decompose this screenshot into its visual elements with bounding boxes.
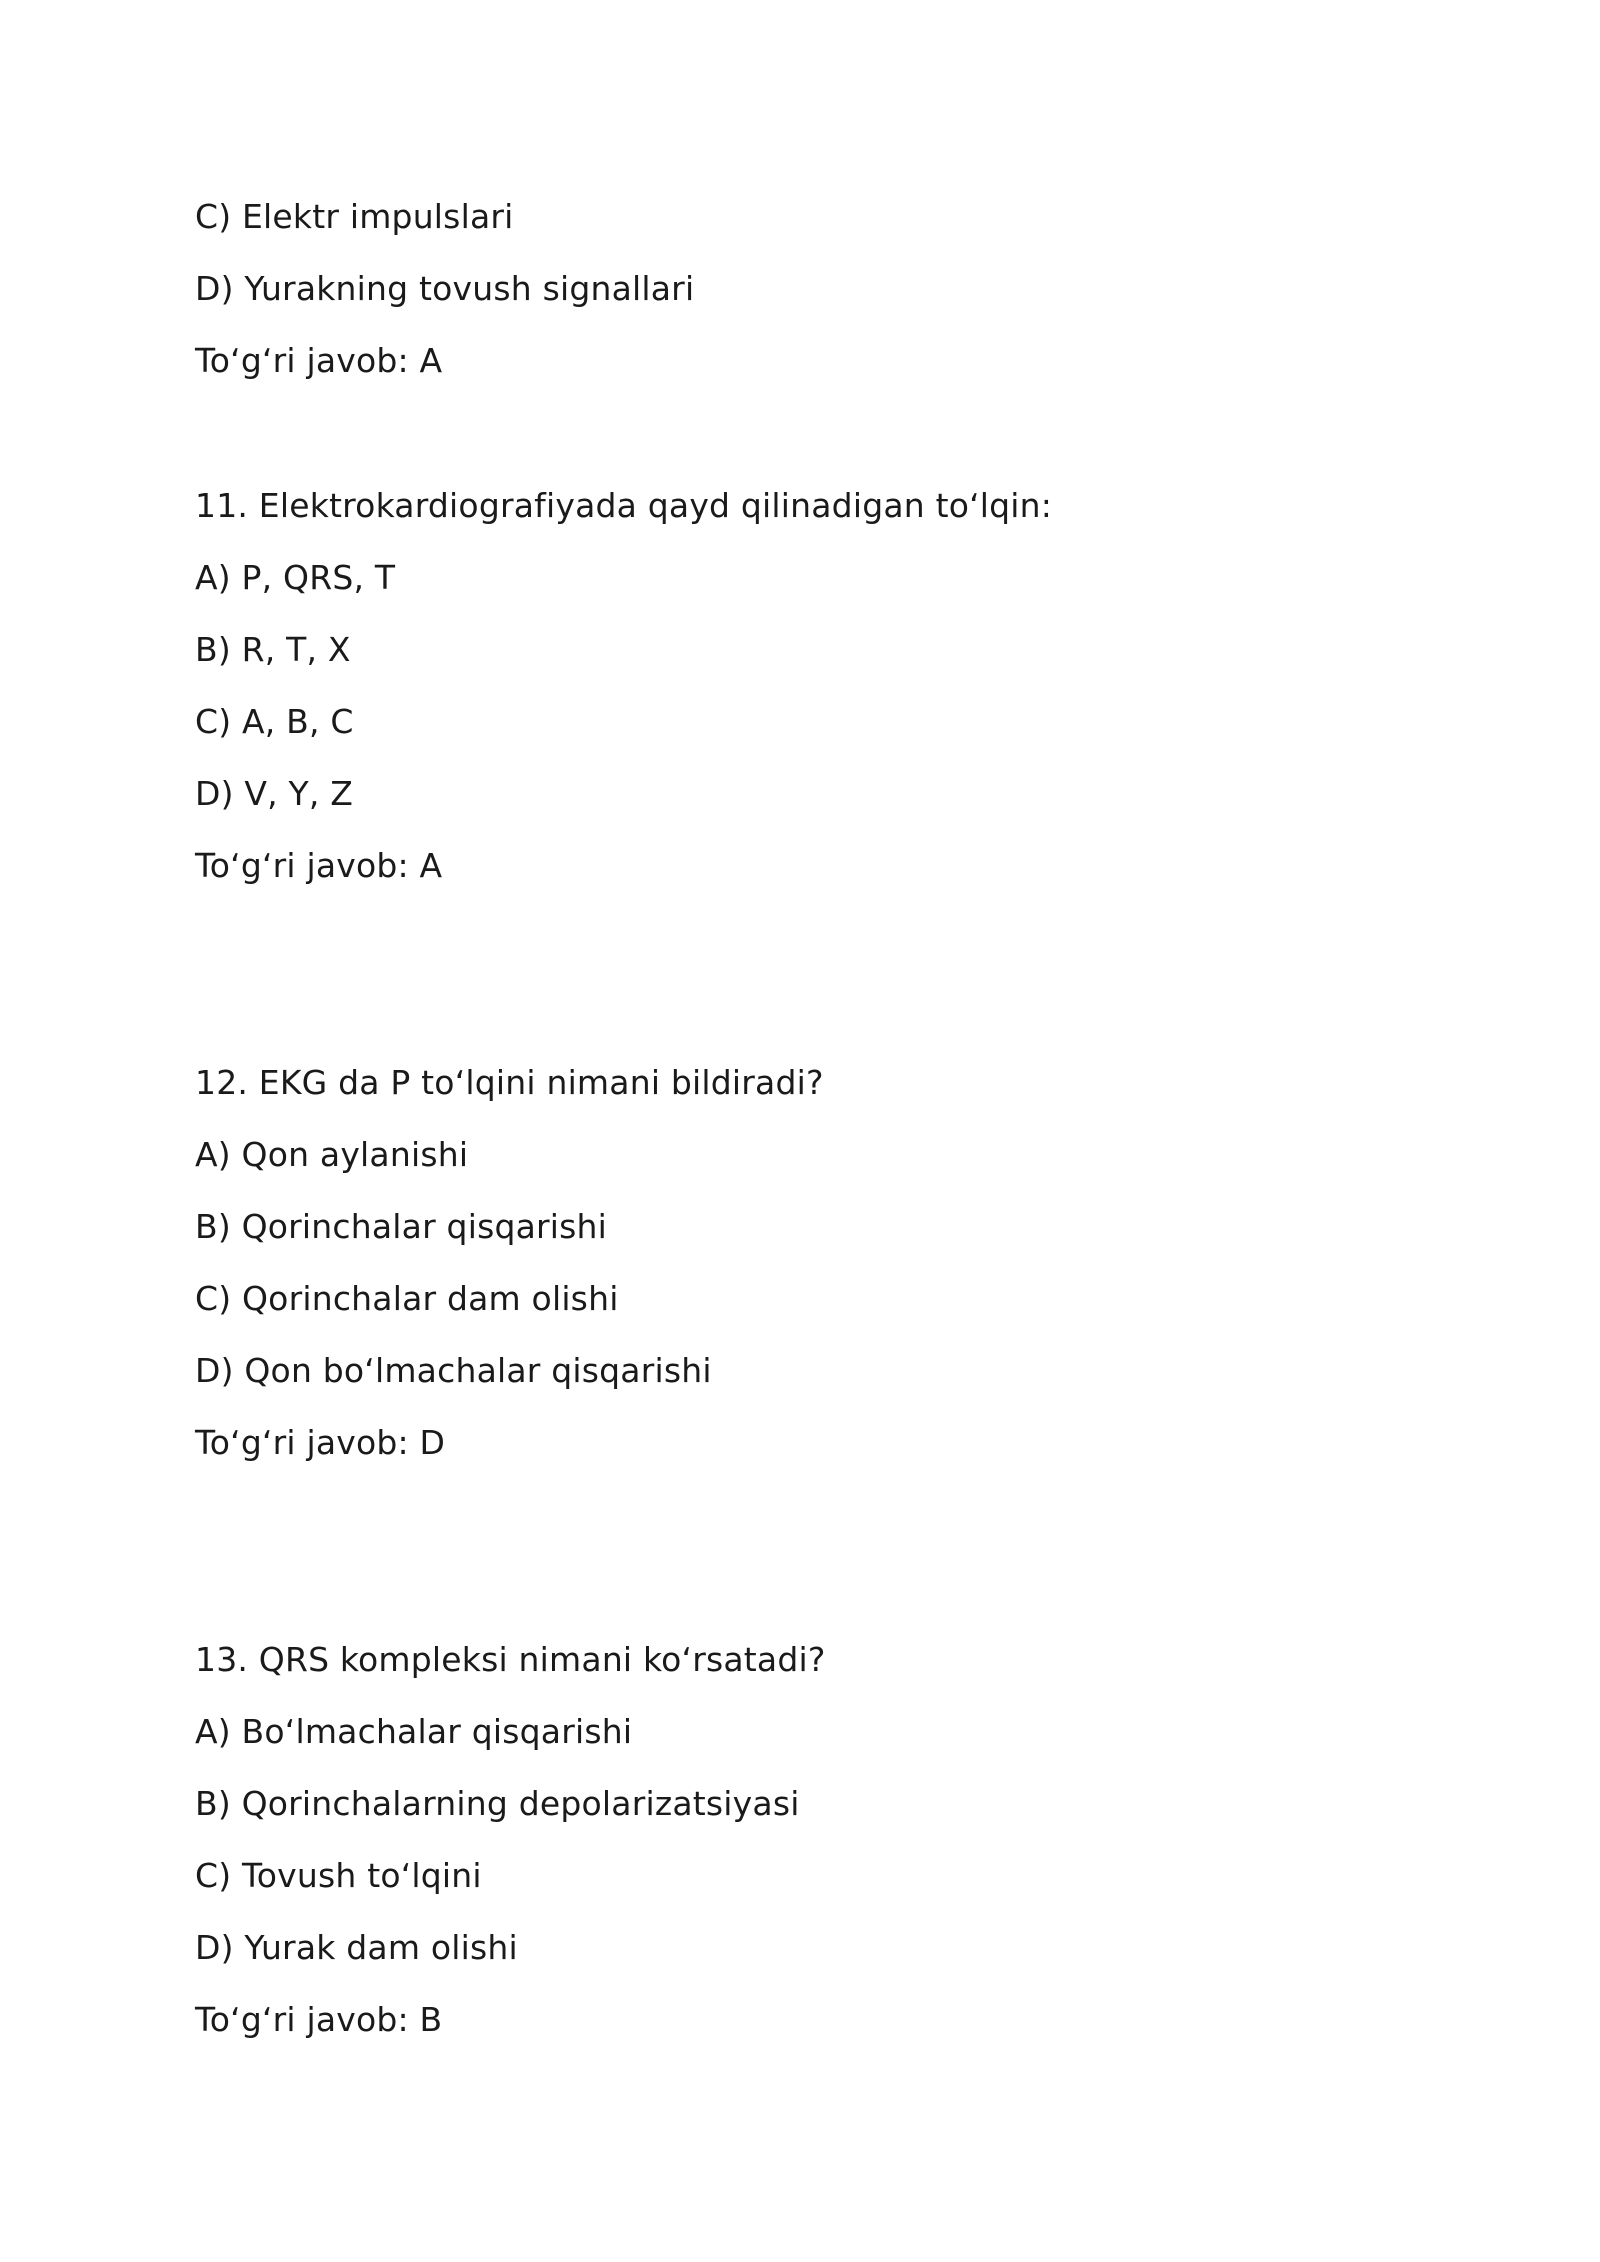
question-12-option-b: B) Qorinchalar qisqarishi: [195, 1207, 608, 1246]
question-12-option-a: A) Qon aylanishi: [195, 1135, 469, 1174]
question-11-option-b: B) R, T, X: [195, 630, 351, 669]
option-d: D) Yurakning tovush signallari: [195, 269, 695, 308]
question-13-option-b: B) Qorinchalarning depolarizatsiyasi: [195, 1784, 800, 1823]
question-13-option-a: A) Bo‘lmachalar qisqarishi: [195, 1712, 633, 1751]
question-12-text: 12. EKG da P to‘lqini nimani bildiradi?: [195, 1063, 824, 1102]
question-11-option-a: A) P, QRS, T: [195, 558, 396, 597]
question-12-option-d: D) Qon bo‘lmachalar qisqarishi: [195, 1351, 712, 1390]
question-13-answer: To‘g‘ri javob: B: [195, 2000, 443, 2039]
question-12-answer: To‘g‘ri javob: D: [195, 1423, 446, 1462]
question-13-text: 13. QRS kompleksi nimani ko‘rsatadi?: [195, 1640, 826, 1679]
correct-answer: To‘g‘ri javob: A: [195, 341, 443, 380]
question-11-option-d: D) V, Y, Z: [195, 774, 354, 813]
question-13-option-d: D) Yurak dam olishi: [195, 1928, 518, 1967]
question-13-option-c: C) Tovush to‘lqini: [195, 1856, 482, 1895]
question-11-option-c: C) A, B, C: [195, 702, 354, 741]
question-11-text: 11. Elektrokardiografiyada qayd qilinadigan to‘lqin:: [195, 486, 1053, 525]
question-12-option-c: C) Qorinchalar dam olishi: [195, 1279, 619, 1318]
option-c: C) Elektr impulslari: [195, 197, 514, 236]
question-11-answer: To‘g‘ri javob: A: [195, 846, 443, 885]
